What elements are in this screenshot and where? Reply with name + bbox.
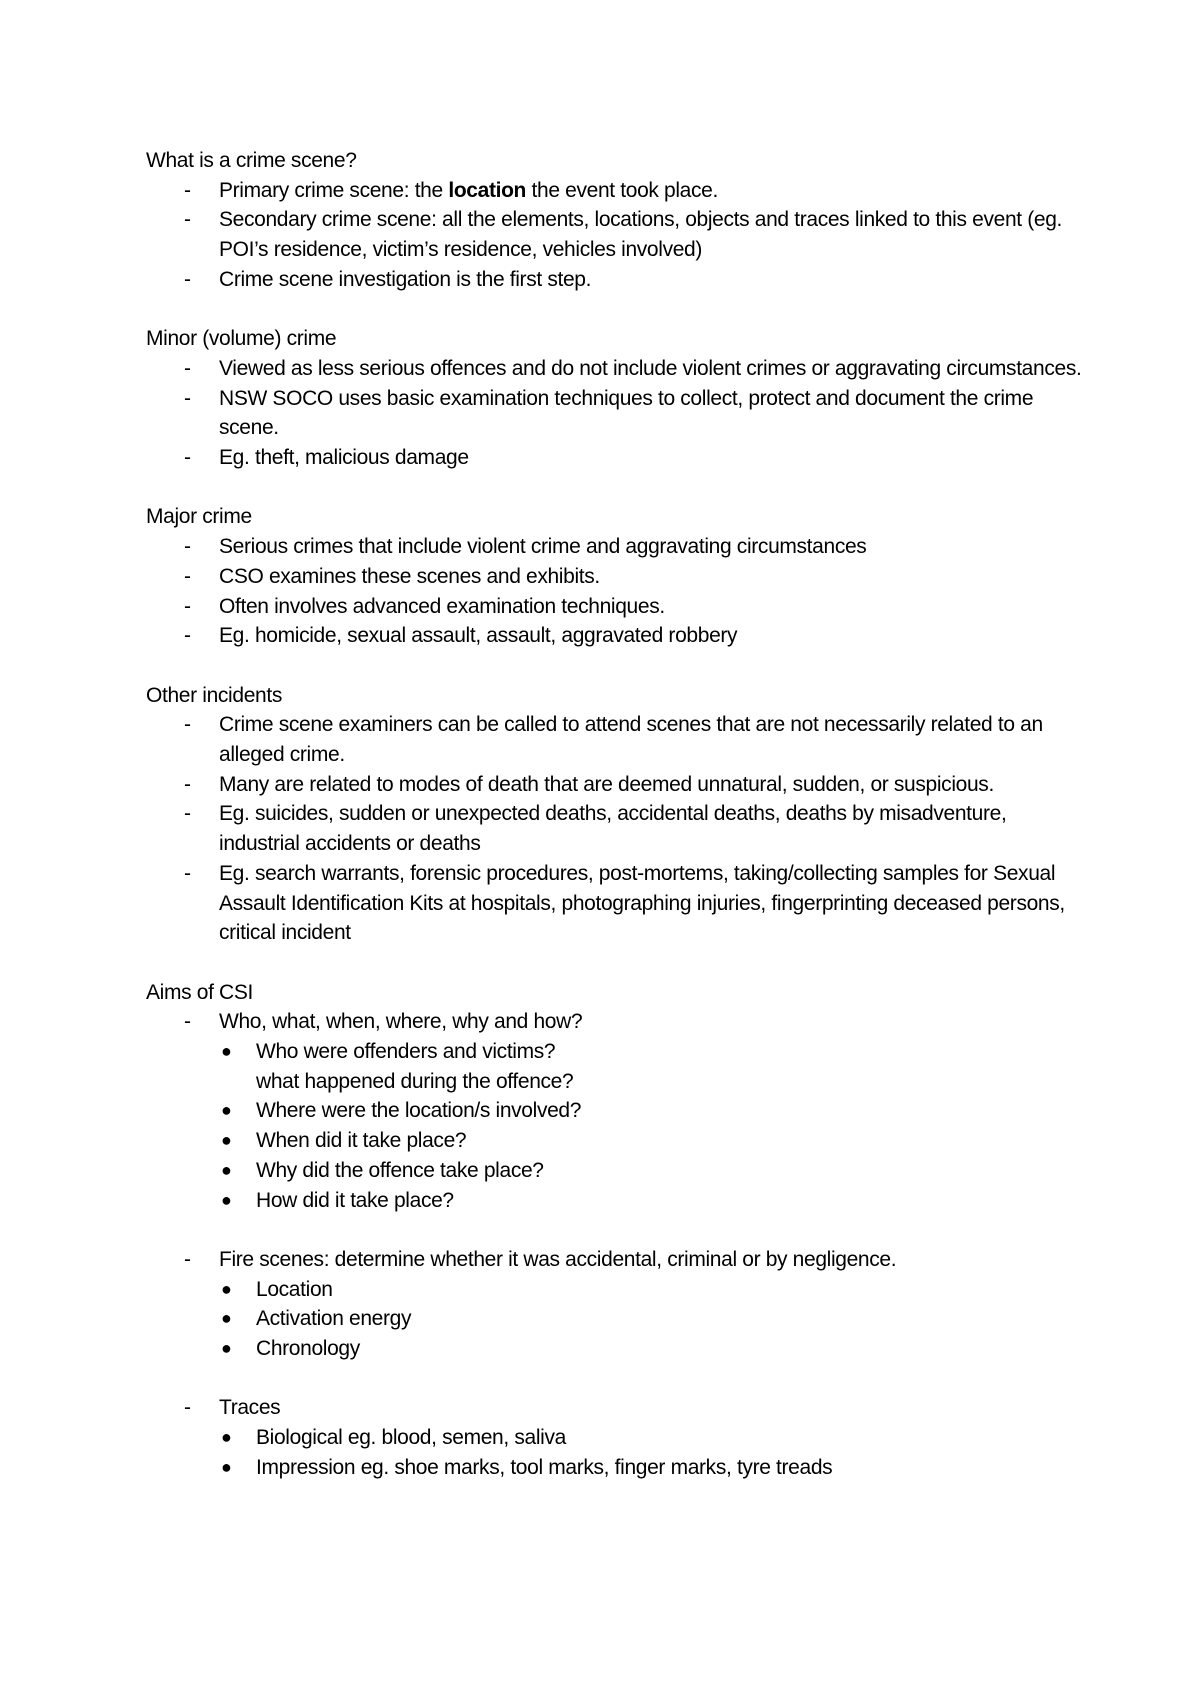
bullet-item (219, 1453, 1086, 1483)
list-item (146, 592, 1086, 622)
item-text: Traces (219, 1396, 281, 1420)
item-text: Crime scene examiners can be called to attend scenes that are not necessarily related to an alleged crime. (219, 713, 1043, 767)
dash-marker: - (184, 208, 191, 232)
section-heading: Other incidents (146, 683, 282, 707)
bullet-item (219, 1037, 1086, 1067)
section-heading: What is a crime scene? (146, 149, 357, 172)
bullet-marker: ● (221, 1100, 232, 1121)
dash-marker: - (184, 446, 191, 470)
section-major-crime (146, 502, 1086, 651)
bullet-marker: ● (221, 1338, 232, 1359)
bullet-item (219, 1186, 1086, 1216)
item-bold-text: location (448, 178, 527, 202)
list-item (146, 562, 1086, 592)
bullet-marker: ● (221, 1456, 232, 1477)
section-heading: Minor (volume) crime (146, 327, 337, 351)
section-minor-crime (146, 324, 1086, 473)
bullet-item (219, 1304, 1086, 1334)
dash-marker: - (184, 1396, 191, 1420)
section-heading: Major crime (146, 505, 252, 529)
section-aims-of-csi (146, 978, 1086, 1483)
item-text: Eg. theft, malicious damage (219, 446, 469, 470)
bullet-text: How did it take place? (256, 1188, 454, 1212)
item-text: Fire scenes: determine whether it was accidental, criminal or by negligence. (219, 1247, 897, 1271)
bullet-text: Impression eg. shoe marks, tool marks, finger marks, tyre treads (256, 1455, 833, 1479)
list-item (146, 621, 1086, 651)
item-text: Crime scene investigation is the first step. (219, 267, 592, 291)
section-crime-scene (146, 146, 1086, 295)
bullet-item (219, 1156, 1086, 1186)
list-item (146, 205, 1086, 264)
item-text: Viewed as less serious offences and do not include violent crimes or aggravating circumstances. (219, 356, 1082, 380)
dash-marker: - (184, 594, 191, 618)
dash-list (146, 176, 1086, 295)
bullet-marker: ● (221, 1278, 232, 1299)
item-text: Secondary crime scene: all the elements, locations, objects and traces linked to this event (eg. POI’s residence, victim’s residence, vehicles involved) (219, 208, 1063, 262)
dash-marker: - (184, 713, 191, 737)
bullet-marker: ● (221, 1159, 232, 1180)
bullet-marker: ● (221, 1189, 232, 1210)
item-text: Eg. homicide, sexual assault, assault, aggravated robbery (219, 624, 738, 648)
item-text: Many are related to modes of death that are deemed unnatural, sudden, or suspicious. (219, 772, 994, 796)
bullet-text: Activation energy (256, 1307, 412, 1331)
dash-marker: - (184, 564, 191, 588)
bullet-list (219, 1037, 1086, 1215)
bullet-marker: ● (221, 1427, 232, 1448)
item-text: Primary crime scene: the (219, 178, 449, 202)
list-item (146, 1393, 1086, 1482)
dash-marker: - (184, 356, 191, 380)
item-text: CSO examines these scenes and exhibits. (219, 564, 600, 588)
item-text: the event took place. (526, 178, 718, 202)
dash-marker: - (184, 624, 191, 648)
dash-marker: - (184, 1247, 191, 1271)
item-text: Eg. suicides, sudden or unexpected deaths, accidental deaths, deaths by misadventure, industrial accidents or deaths (219, 802, 1007, 856)
bullet-marker: ● (221, 1130, 232, 1151)
list-item (146, 710, 1086, 769)
bullet-item (219, 1275, 1086, 1305)
dash-list (146, 532, 1086, 651)
dash-list (146, 354, 1086, 473)
bullet-text: Location (256, 1277, 333, 1301)
dash-marker: - (184, 802, 191, 826)
bullet-item (219, 1067, 1086, 1097)
document-page (146, 146, 1086, 1512)
list-item (146, 799, 1086, 858)
list-item (146, 1245, 1086, 1364)
bullet-item (219, 1334, 1086, 1364)
bullet-text: Why did the offence take place? (256, 1158, 544, 1182)
bullet-text: When did it take place? (256, 1129, 467, 1153)
item-text: NSW SOCO uses basic examination techniques to collect, protect and document the crime scene. (219, 386, 1034, 440)
bullet-item (219, 1096, 1086, 1126)
dash-marker: - (184, 861, 191, 885)
list-item (146, 532, 1086, 562)
bullet-marker: ● (221, 1308, 232, 1329)
bullet-text: what happened during the offence? (256, 1069, 574, 1093)
list-item (146, 176, 1086, 206)
section-heading: Aims of CSI (146, 980, 254, 1004)
bullet-text: Where were the location/s involved? (256, 1099, 582, 1123)
bullet-text: Biological eg. blood, semen, saliva (256, 1426, 566, 1450)
dash-marker: - (184, 772, 191, 796)
bullet-text: Who were offenders and victims? (256, 1040, 556, 1064)
list-item (146, 265, 1086, 295)
item-text: Eg. search warrants, forensic procedures, post-mortems, taking/collecting samples for Sexual Assault Identification Kits at hospitals, photographing injuries, fingerprinting deceased persons, critical incident (219, 861, 1065, 945)
dash-list (146, 710, 1086, 948)
dash-marker: - (184, 535, 191, 559)
section-other-incidents (146, 681, 1086, 948)
dash-marker: - (184, 386, 191, 410)
dash-marker: - (184, 267, 191, 291)
item-text: Serious crimes that include violent crime and aggravating circumstances (219, 535, 867, 559)
list-item (146, 384, 1086, 443)
list-item (146, 1007, 1086, 1215)
item-text: Often involves advanced examination techniques. (219, 594, 665, 618)
bullet-list (219, 1275, 1086, 1364)
list-item (146, 859, 1086, 948)
bullet-marker: ● (221, 1041, 232, 1062)
dash-list (146, 1007, 1086, 1482)
list-item (146, 770, 1086, 800)
bullet-list (219, 1423, 1086, 1482)
dash-marker: - (184, 1010, 191, 1034)
list-item (146, 354, 1086, 384)
dash-marker: - (184, 178, 191, 202)
bullet-item (219, 1126, 1086, 1156)
bullet-item (219, 1423, 1086, 1453)
bullet-text: Chronology (256, 1337, 360, 1361)
item-text: Who, what, when, where, why and how? (219, 1010, 583, 1034)
list-item (146, 443, 1086, 473)
